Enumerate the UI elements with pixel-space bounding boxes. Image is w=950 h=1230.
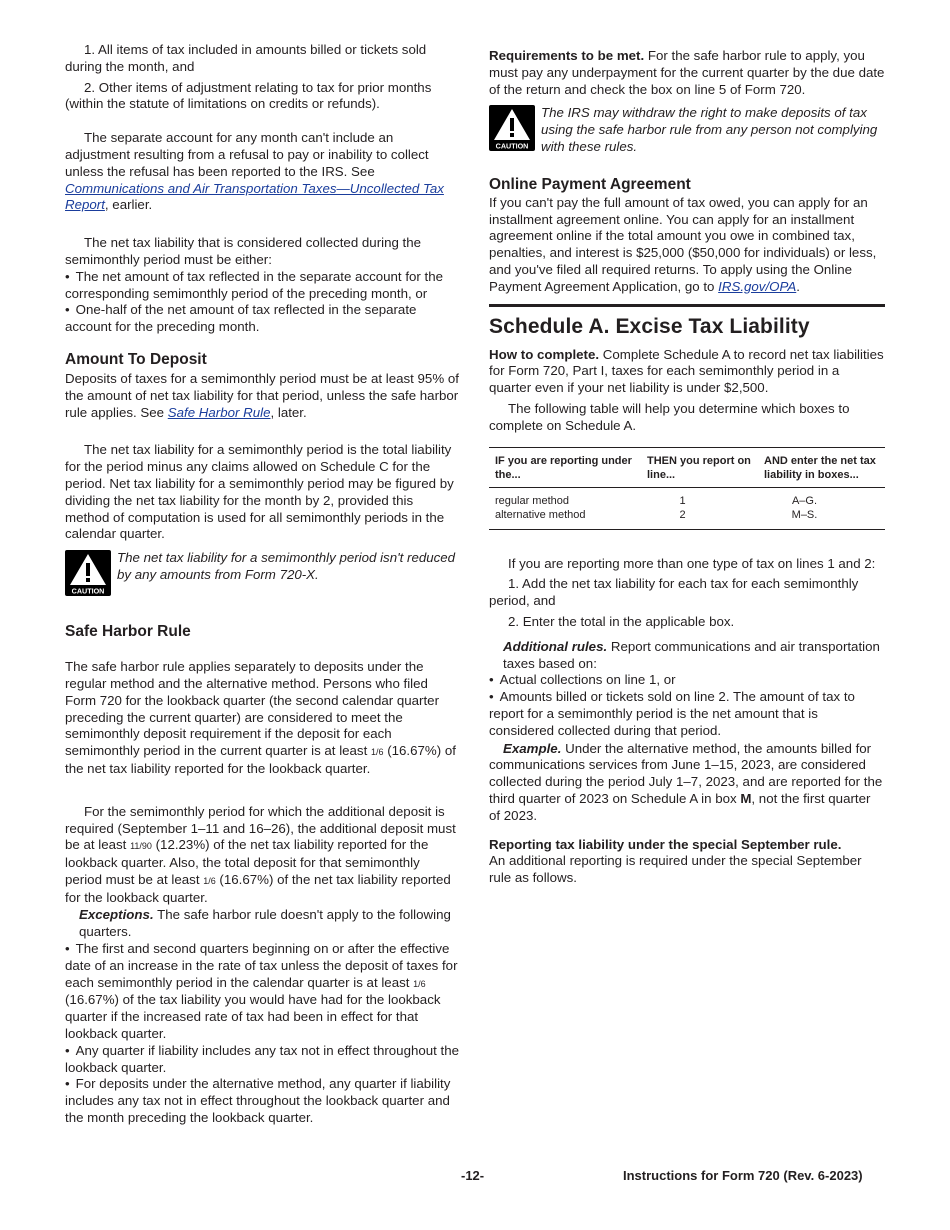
caution-text: The IRS may withdraw the right to make deposits of tax using the safe harbor rule from any person not complying with these rules. bbox=[541, 105, 878, 154]
caution-label: CAUTION bbox=[71, 586, 105, 596]
page-number: -12- bbox=[461, 1168, 485, 1183]
caution-box bbox=[489, 105, 885, 155]
online-payment-paragraph: If you can't pay the full amount of tax owed, you can apply for an installment agreement online. You can apply for an installment agreement online if the total amount you owe in combined tax, penalties, and interest is $25,000 ($50,000 for individuals) or less, and you've filed all required returns. To apply using the Online Payment Agreement Application, go to IRS.gov/OPA. bbox=[489, 194, 877, 294]
exceptions-paragraph: Exceptions. The safe harbor rule doesn't apply to the following quarters. bbox=[79, 907, 451, 940]
caution-icon bbox=[65, 550, 111, 596]
schedule-a-table bbox=[489, 447, 885, 530]
additional-rules-paragraph: Additional rules. Report communications and air transportation taxes based on: bbox=[503, 638, 880, 671]
amount-paragraph-2: The net tax liability for a semimonthly period is the total liability for the period minus any claims allowed on Schedule C for the period. Net tax liability for a semimonthly period may be figured by dividing the net tax liability for the month by 2, provided this method of computation is used for all semimonthly periods in the calendar quarter. bbox=[65, 442, 454, 542]
table-cell: A–G. M–S. bbox=[791, 494, 818, 522]
september-rule-paragraph: Reporting tax liability under the special September rule. An additional reporting is required under the special September rule as follows. bbox=[489, 836, 862, 886]
net-tax-intro: The net tax liability that is considered collected during the semimonthly period must be either: bbox=[65, 235, 422, 267]
list-item-2: 2. Other items of adjustment relating to tax for prior months (within the statute of limitations on credits or refunds). bbox=[65, 79, 432, 112]
safe-harbor-rule-link[interactable]: Safe Harbor Rule bbox=[167, 404, 271, 420]
online-payment-heading: Online Payment Agreement bbox=[489, 175, 691, 193]
step-1: 1. Add the net tax liability for each tax for each semimonthly period, and bbox=[489, 576, 859, 609]
table-cell: 1 2 bbox=[679, 494, 686, 522]
step-2: 2. Enter the total in the applicable box. bbox=[508, 613, 735, 629]
table-intro: The following table will help you determine which boxes to complete on Schedule A. bbox=[489, 400, 850, 433]
fraction: 1/6 bbox=[203, 875, 216, 886]
amount-to-deposit-heading: Amount To Deposit bbox=[65, 350, 207, 368]
separate-account-paragraph: The separate account for any month can't include an adjustment resulting from a refusal to pay or inability to collect unless the refusal has been reported to the IRS. See Communications and Air Transportation Taxes—Uncollected Tax Report, earlier. bbox=[65, 130, 444, 213]
safe-harbor-paragraph-1: The safe harbor rule applies separately to deposits under the regular method and the alternative method. Persons who filed Form 720 for the lookback quarter (the second calendar quarter preceding the current quarter) are considered to meet the semimonthly deposit requirement if the deposit for each semimonthly period in the current quarter is at least 1/6 (16.67%) of the net tax liability reported for the lookback quarter. bbox=[65, 659, 456, 776]
bullet-item: • For deposits under the alternative method, any quarter if liability includes any tax not in effect throughout the lookback quarter and the month preceding the lookback quarter. bbox=[65, 1076, 460, 1126]
fraction: 11/90 bbox=[130, 841, 152, 852]
table-cell: regular method alternative method bbox=[495, 494, 586, 522]
bullet-item: • One-half of the net amount of tax reflected in the separate account for the preceding month. bbox=[65, 302, 460, 336]
safe-harbor-paragraph-2: For the semimonthly period for which the additional deposit is required (September 1–11 and 16–26), the additional deposit must be at least 11/90 (12.23%) of the net tax liability reported for the lookback quarter. Also, the total deposit for that semimonthly period must be at least 1/6 (16.67%) of the net tax liability reported for the lookback quarter. bbox=[65, 803, 456, 905]
how-to-complete-paragraph: How to complete. Complete Schedule A to record net tax liabilities for Form 720, Part I, taxes for each semimonthly period in a quarter even if your net liability is under $2,500. bbox=[489, 346, 884, 396]
example-paragraph: Example. Under the alternative method, the amounts billed for communications services from June 1–15, 2023, are considered collected during the period July 1–7, 2023, and are reported for the third quarter of 2023 on Schedule A in box M, not the first quarter of 2023. bbox=[489, 740, 883, 823]
fraction: 1/6 bbox=[413, 978, 426, 989]
list-item-1: 1. All items of tax included in amounts billed or tickets sold during the month, and bbox=[65, 42, 427, 74]
safe-harbor-heading: Safe Harbor Rule bbox=[65, 623, 191, 641]
bullet-item: • The first and second quarters beginning on or after the effective date of an increase in the rate of tax unless the deposit of taxes for each semimonthly period in the calendar quarter is at least 1/6 (16.67%) of the tax liability you would have had for the lookback quarter if the increased rate of tax had been in effect for that lookback quarter. bbox=[65, 941, 460, 1043]
amount-paragraph-1: Deposits of taxes for a semimonthly period must be at least 95% of the amount of net tax liability for that period, unless the safe harbor rule applies. See Safe Harbor Rule, later. bbox=[65, 370, 459, 420]
footer-title: Instructions for Form 720 (Rev. 6-2023) bbox=[623, 1168, 863, 1183]
caution-box bbox=[65, 550, 460, 596]
left-column bbox=[65, 42, 460, 1127]
bullet-item: • Amounts billed or tickets sold on line 2. The amount of tax to report for a semimonthly period is the net amount that is considered collected during that period. bbox=[489, 689, 885, 739]
table-header-row bbox=[489, 447, 885, 487]
bullet-item: • The net amount of tax reflected in the separate account for the corresponding semimonthly period of the preceding month, or bbox=[65, 269, 460, 303]
fraction: 1/6 bbox=[370, 747, 384, 758]
schedule-a-heading: Schedule A. Excise Tax Liability bbox=[489, 314, 810, 338]
caution-icon bbox=[489, 105, 535, 151]
table-header-cell: IF you are reporting under the... bbox=[489, 447, 641, 487]
right-column bbox=[489, 48, 885, 887]
irs-opa-link[interactable]: IRS.gov/OPA bbox=[718, 278, 797, 294]
more-than-one-paragraph: If you are reporting more than one type of tax on lines 1 and 2: bbox=[508, 555, 876, 571]
bullet-item: • Any quarter if liability includes any tax not in effect throughout the lookback quarter. bbox=[65, 1043, 460, 1077]
caution-label: CAUTION bbox=[495, 141, 529, 151]
uncollected-tax-report-link[interactable]: Communications and Air Transportation Taxes—Uncollected Tax Report bbox=[65, 180, 444, 213]
bullet-item: • Actual collections on line 1, or bbox=[489, 672, 885, 689]
table-row bbox=[489, 487, 885, 529]
requirements-paragraph: Requirements to be met. For the safe harbor rule to apply, you must pay any underpayment for the current quarter by the due date of the return and check the box on line 5 of Form 720. bbox=[489, 48, 885, 97]
section-divider bbox=[489, 304, 885, 307]
caution-text: The net tax liability for a semimonthly period isn't reduced by any amounts from Form 720-X. bbox=[117, 550, 456, 582]
table-header-cell: AND enter the net tax liability in boxes... bbox=[758, 447, 885, 487]
table-header-cell: THEN you report on line... bbox=[641, 447, 758, 487]
